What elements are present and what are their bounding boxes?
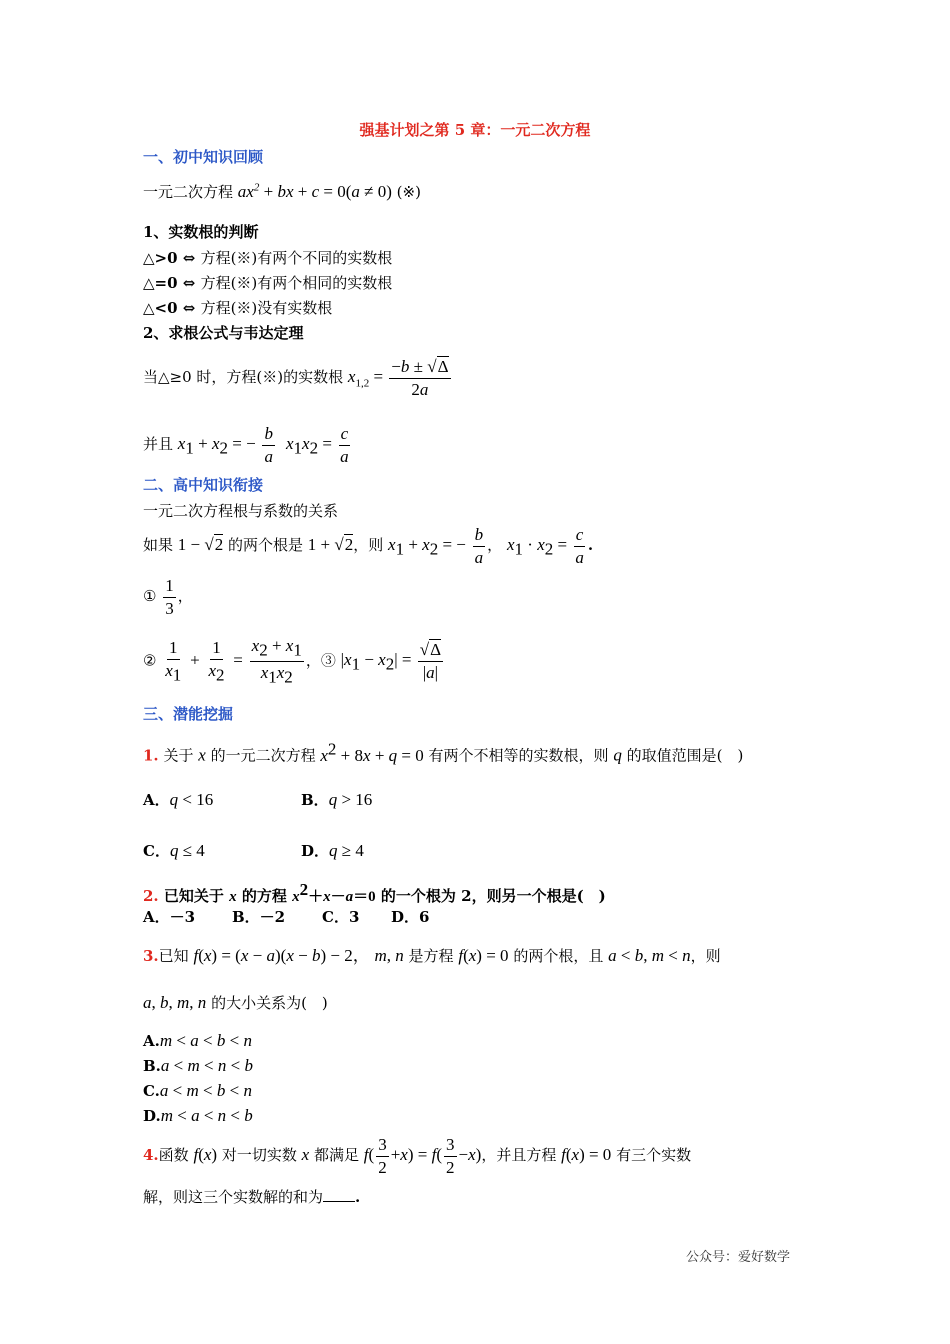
quadratic-equation-line: 一元二次方程 $ax^2$ + bx + c = 0(a ≠ 0) (※) [143,181,421,201]
section-heading-3: 三、潜能挖掘 [143,705,234,723]
discriminant-row-positive: △>0 ⇔ 方程(※)有两个不同的实数根 [143,249,393,267]
answer-blank[interactable] [323,1187,355,1202]
question-1: 1. 关于 x 的一元二次方程 $x^2 + 8x + q = 0$ 有两个不相等的实数根，则 q 的取值范围是( ) [143,739,744,765]
corollary-1: ① $\frac{1}{3}$ ， [143,576,193,618]
page-title: 强基计划之第 5 章：一元二次方程 [359,121,591,139]
discriminant-row-zero: △=0 ⇔ 方程(※)有两个相同的实数根 [143,274,393,292]
root-formula-line: 当△≥0 时，方程(※)的实数根 $x_{1,2}$ = $\frac{-b \pm √\Delta}{2a}$ [143,357,449,399]
discriminant-row-negative: △<0 ⇔ 方程(※)没有实数根 [143,299,333,317]
q3-option-a: A.m < a < b < n [143,1031,252,1050]
q3-option-d: D.m < a < n < b [143,1106,253,1125]
section2-subtitle: 一元二次方程根与系数的关系 [143,502,339,520]
footer-account: 公众号：爱好数学 [686,1250,791,1265]
question-3-cont: a, b, m, n 的大小关系为( ) [143,993,328,1012]
section-heading-1: 一、初中知识回顾 [143,148,264,166]
q2-option-a: A．－3 [143,908,196,926]
corollary-2-3: ② $\frac{1}{x_1}$ + $\frac{1}{x_2}$ = $\frac{x_2 + x_1}{x_1x_2}$ ，③ $|x_1 - x_2|$ = $\frac{√\Delta}{|a|}$ [143,636,441,687]
q3-option-c: C.a < m < b < n [143,1081,252,1100]
q1-option-c: C．q ≤ 4 [143,841,205,860]
q1-option-d: D．q ≥ 4 [301,841,364,860]
q2-option-d: D．6 [391,908,430,926]
question-4: 4.函数 f(x) 对一切实数 x 都满足 f( $\frac{3}{2}$ +x) = f( $\frac{3}{2}$ −x)，并且方程 f(x) = 0 有三个实数 [143,1135,692,1177]
question-2: 2. 已知关于 x 的方程 $x^2+x-a=0$ 的一个根为 2，则另一个根是( ) [143,880,606,905]
q1-option-b: B．q > 16 [301,790,373,809]
q2-option-c: C．3 [322,908,360,926]
section-heading-2: 二、高中知识衔接 [143,476,264,494]
q1-option-a: A．q < 16 [143,790,214,809]
q2-option-b: B．－2 [232,908,286,926]
question-3: 3.已知 f(x) = (x − a)(x − b) − 2， m, n 是方程 f(x) = 0 的两个根，且 a < b, m < n，则 [143,946,721,965]
vieta-line: 并且 $x_1 + x_2$ = − $\frac{b}{a}$ $x_1x_2$ = $\frac{c}{a}$ [143,424,349,466]
q3-option-b: B.a < m < n < b [143,1056,253,1075]
subheading-root-formula: 2、求根公式与韦达定理 [143,324,304,342]
vieta-example-line: 如果 1 − √2 的两个根是 1 + √2，则 $x_1 + x_2$ = − $\frac{b}{a}$ ， $x_1 \cdot x_2$ = $\frac{c}{a}$ . [143,525,594,567]
question-4-cont: 解，则这三个实数解的和为 . [143,1188,361,1206]
subheading-real-roots: 1、实数根的判断 [143,223,259,241]
